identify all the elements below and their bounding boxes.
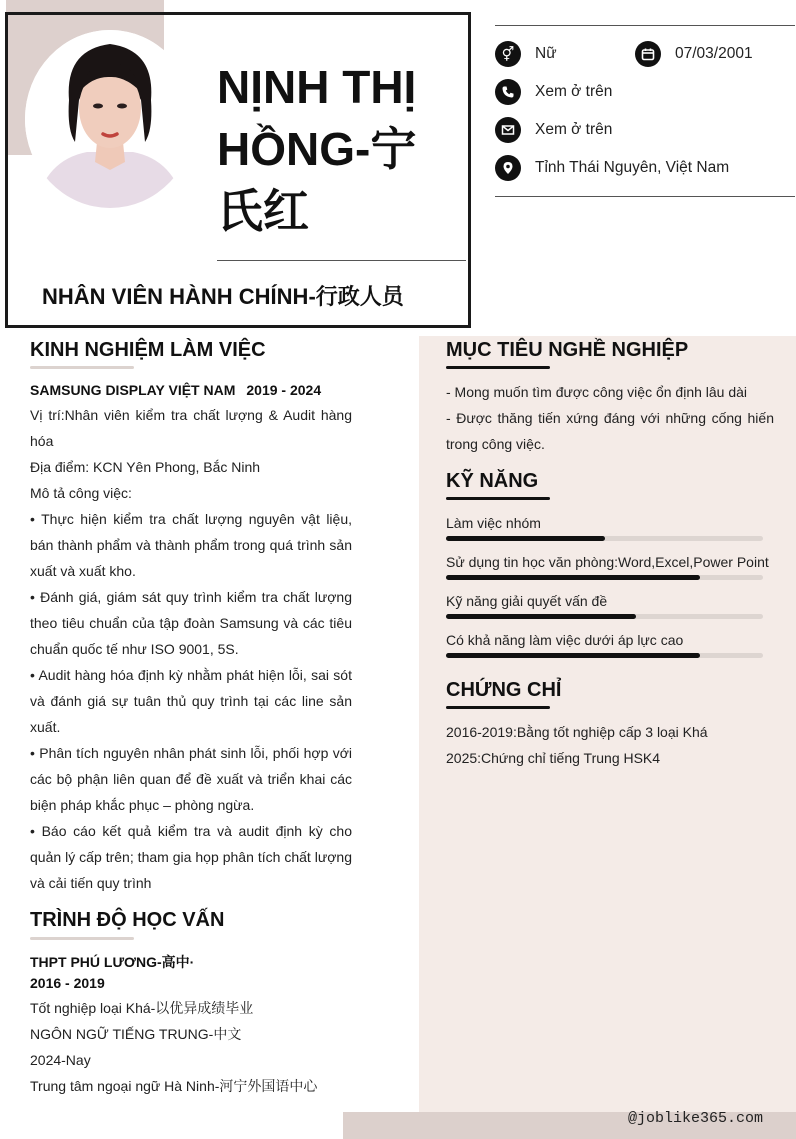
skill-label: Có khả năng làm việc dưới áp lực cao [446,632,684,648]
experience-company: SAMSUNG DISPLAY VIỆT NAM [30,382,236,398]
mail-icon [495,117,521,143]
gender-icon: ⚥ [495,41,521,67]
certificates-heading: CHỨNG CHỈ [446,679,562,701]
experience-bullet: • Thực hiện kiểm tra chất lượng nguyên vật liệu, bán thành phẩm và thành phẩm trong quá trình sản xuất và xuất kho. [30,511,352,579]
skill-bar-track [446,575,763,580]
experience-heading: KINH NGHIỆM LÀM VIỆC [30,339,266,361]
objective-text [446,379,774,457]
experience-position: Vị trí:Nhân viên kiểm tra chất lượng & Audit hàng hóa [30,407,352,449]
candidate-name: NỊNH THỊ HỒNG-宁氏红 [217,61,417,237]
skill-bar-fill [446,653,700,658]
skill-bar-fill [446,614,636,619]
education-school: THPT PHÚ LƯƠNG-高中· [30,954,195,970]
experience-location: Địa điểm: KCN Yên Phong, Bắc Ninh [30,459,261,475]
calendar-icon [635,41,661,67]
contact-top-rule [495,25,795,26]
experience-company-line [30,382,321,398]
experience-bullet: • Đánh giá, giám sát quy trình kiểm tra chất lượng theo tiêu chuẩn của tập đoàn Samsung và các tiêu chuẩn quốc tế như ISO 9001, 5S. [30,589,352,657]
education-heading: TRÌNH ĐỘ HỌC VẤN [30,909,225,931]
birthdate-text: 07/03/2001 [675,45,753,62]
skill-bar-track [446,614,763,619]
education-center: Trung tâm ngoại ngữ Hà Ninh-河宁外国语中心 [30,1078,318,1094]
phone-text: Xem ở trên [535,83,613,100]
objective-heading-underline [446,366,550,369]
skill-bar-track [446,536,763,541]
skill-bar-fill [446,536,605,541]
education-result: Tốt nghiệp loại Khá-以优异成绩毕业 [30,1000,254,1016]
education-details [30,995,317,1099]
skill-label: Làm việc nhóm [446,515,541,531]
education-heading-underline [30,937,134,940]
objective-heading: MỤC TIÊU NGHỀ NGHIỆP [446,339,689,361]
objective-line: - Mong muốn tìm được công việc ổn định lâu dài [446,384,748,400]
gender-text: Nữ [535,45,557,62]
phone-icon [495,79,521,105]
skills-heading-underline [446,497,550,500]
education-period: 2016 - 2019 [30,975,105,991]
skills-heading: KỸ NĂNG [446,470,539,492]
skill-label: Kỹ năng giải quyết vấn đề [446,593,608,609]
experience-bullet: • Audit hàng hóa định kỳ nhằm phát hiện lỗi, sai sót và đánh giá sự tuân thủ quy trình tại các line sản xuất. [30,667,352,735]
certificates-heading-underline [446,706,550,709]
experience-period: 2019 - 2024 [246,382,322,398]
email-text: Xem ở trên [535,121,613,138]
certificate-item: 2016-2019:Bằng tốt nghiệp cấp 3 loại Khá [446,724,708,740]
education-language: NGÔN NGỮ TIẾNG TRUNG-中文 [30,1026,242,1042]
experience-desc-label: Mô tả công việc: [30,485,132,501]
experience-details [30,402,352,896]
contact-bottom-rule [495,196,795,197]
education-language-period: 2024-Nay [30,1052,91,1068]
skill-bar-fill [446,575,700,580]
experience-bullet: • Báo cáo kết quả kiểm tra và audit định kỳ cho quản lý cấp trên; tham gia họp phân tích chất lượng và cải tiến quy trình [30,823,352,891]
experience-heading-underline [30,366,134,369]
objective-line: - Được thăng tiến xứng đáng với những cống hiến trong công việc. [446,410,774,452]
skill-bar-track [446,653,763,658]
footer-watermark: @joblike365.com [628,1110,764,1127]
job-title: NHÂN VIÊN HÀNH CHÍNH-行政人员 [42,284,404,309]
profile-photo [25,30,195,208]
certificate-item: 2025:Chứng chỉ tiếng Trung HSK4 [446,750,661,766]
certificates-list [446,719,708,771]
experience-bullet: • Phân tích nguyên nhân phát sinh lỗi, phối hợp với các bộ phận liên quan để đề xuất và triển khai các biện pháp khắc phục – phòng ngừa. [30,745,352,813]
skill-label: Sử dụng tin học văn phòng:Word,Excel,Power Point [446,554,769,570]
name-divider [217,260,466,261]
address-text: Tỉnh Thái Nguyên, Việt Nam [535,159,730,176]
location-icon [495,155,521,181]
